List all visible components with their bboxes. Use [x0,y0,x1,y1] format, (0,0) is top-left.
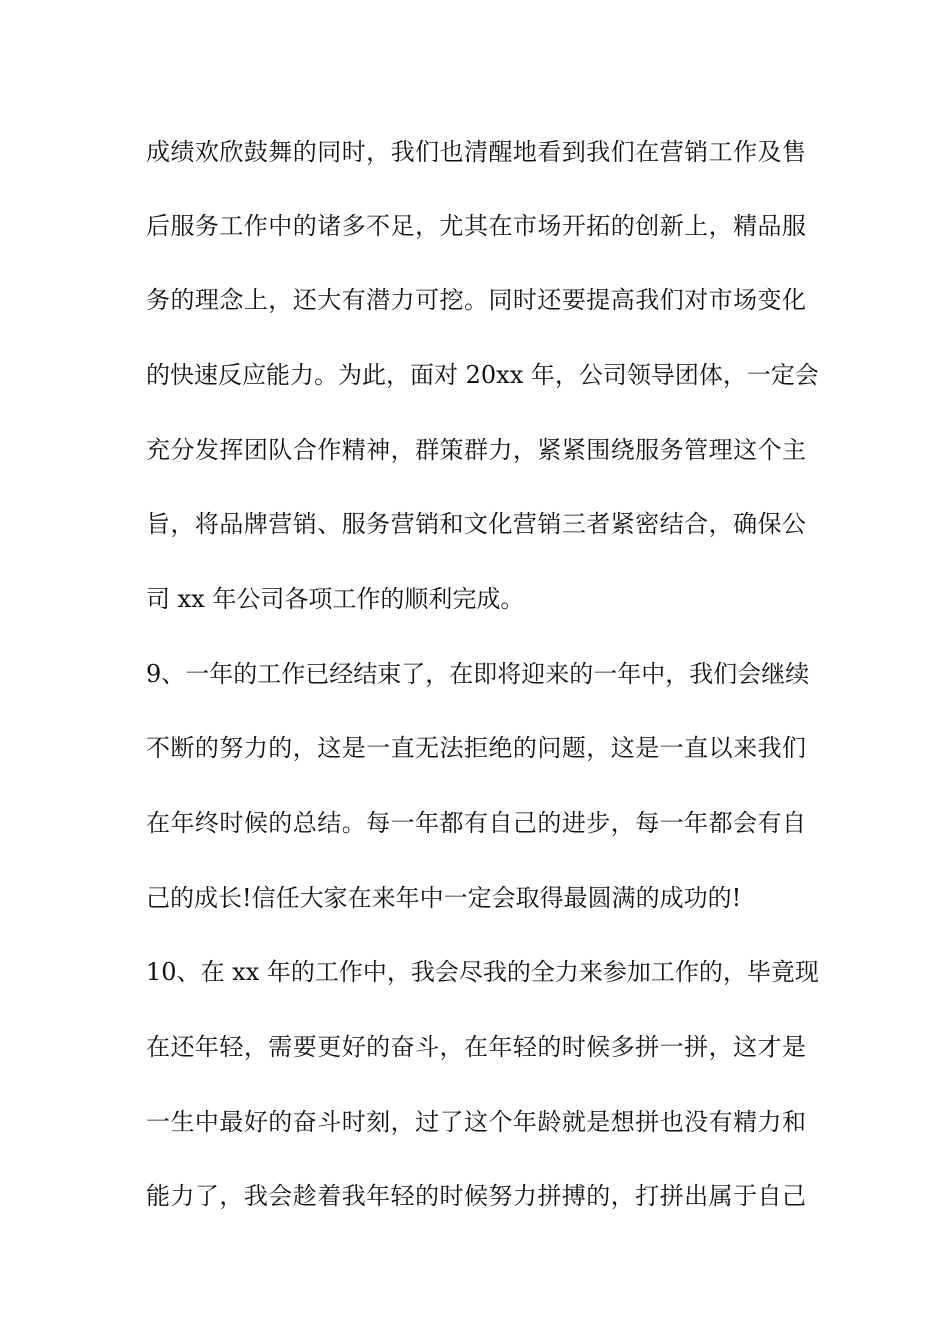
text-line: 在年终时候的总结。每一年都有自己的进步，每一年都会有自 [146,809,806,837]
text-line: 后服务工作中的诸多不足，尤其在市场开拓的创新上，精品服 [146,212,806,240]
text-line: 不断的努力的，这是一直无法拒绝的问题，这是一直以来我们 [146,734,806,762]
text-line: 成绩欢欣鼓舞的同时，我们也清醒地看到我们在营销工作及售 [146,138,806,166]
text-line: 己的成长!信任大家在来年中一定会取得最圆满的成功的! [146,884,742,912]
text-line: 的快速反应能力。为此，面对 20xx 年，公司领导团体，一定会 [146,361,819,389]
text-line: 一生中最好的奋斗时刻，过了这个年龄就是想拼也没有精力和 [146,1108,806,1136]
text-line: 能力了，我会趁着我年轻的时候努力拼搏的，打拼出属于自己 [146,1182,806,1210]
text-line: 10、在 xx 年的工作中，我会尽我的全力来参加工作的，毕竟现 [146,958,819,986]
text-line: 充分发挥团队合作精神，群策群力，紧紧围绕服务管理这个主 [146,436,806,464]
text-line: 司 xx 年公司各项工作的顺利完成。 [146,585,525,613]
text-line: 9、一年的工作已经结束了，在即将迎来的一年中，我们会继续 [146,660,810,688]
text-line: 务的理念上，还大有潜力可挖。同时还要提高我们对市场变化 [146,286,806,314]
text-line: 旨，将品牌营销、服务营销和文化营销三者紧密结合，确保公 [146,510,806,538]
text-line: 在还年轻，需要更好的奋斗，在年轻的时候多拼一拼，这才是 [146,1033,806,1061]
